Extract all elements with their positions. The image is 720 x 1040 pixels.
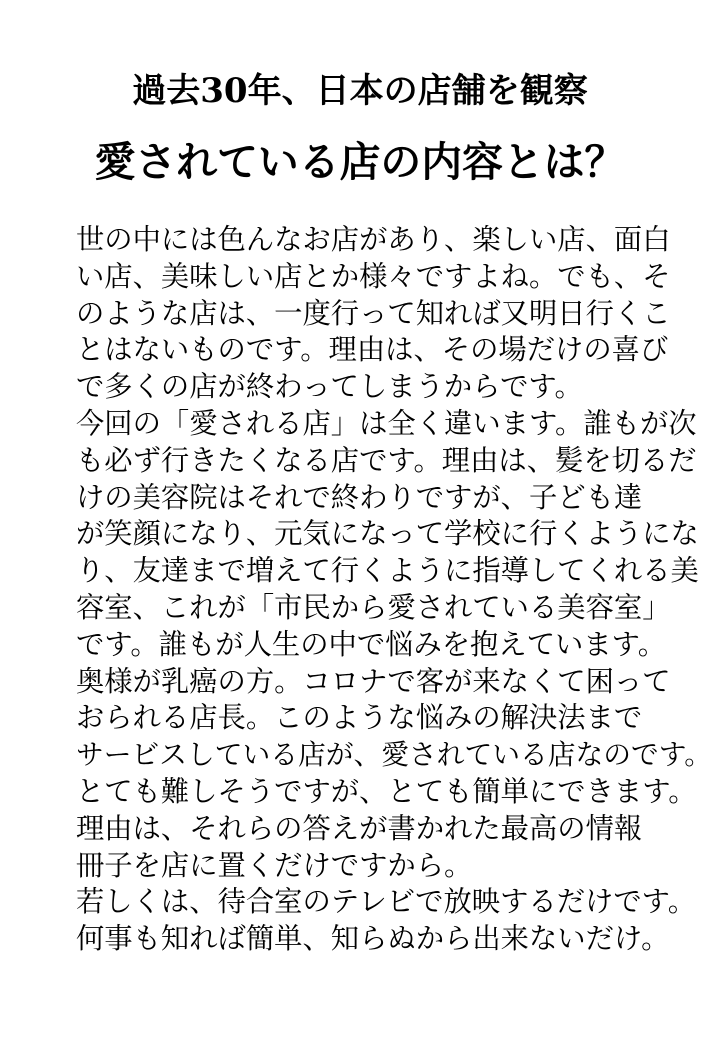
heading-line-1: 過去30年、日本の店舗を観察 — [132, 71, 588, 111]
body-line: 何事も知れば簡単、知らぬから出来ないだけ。 — [76, 922, 670, 956]
body-line: も必ず行きたくなる店です。理由は、髪を切るだ — [76, 443, 697, 477]
body-line: 理由は、それらの答えが書かれた最高の情報 — [76, 811, 643, 845]
body-line: おられる店長。このような悩みの解決法まで — [76, 701, 643, 735]
body-line: 若しくは、待合室のテレビで放映するだけです。 — [76, 885, 697, 919]
body-line: い店、美味しい店とか様々ですよね。でも、そ — [76, 259, 671, 293]
body-line: けの美容院はそれで終わりですが、子ども達 — [76, 480, 643, 514]
body-line: とても難しそうですが、とても簡単にできます。 — [76, 774, 697, 808]
body-line: のような店は、一度行って知れば又明日行くこ — [76, 296, 671, 330]
body-line: とはないものです。理由は、その場だけの喜び — [76, 333, 669, 367]
body-line: で多くの店が終わってしまうからです。 — [76, 370, 583, 404]
body-line: 今回の「愛される店」は全く違います。誰もが次 — [76, 406, 697, 440]
heading-line-2: 愛されている店の内容とは？ — [94, 138, 626, 186]
body-line: です。誰もが人生の中で悩みを抱えています。 — [76, 627, 667, 661]
body-line: 容室、これが「市民から愛されている美容室」 — [76, 590, 671, 624]
body-line: 奥様が乳癌の方。コロナで客が来なくて困って — [76, 664, 671, 698]
body-line: サービスしている店が、愛されている店なのです。 — [76, 738, 713, 772]
body-line: 冊子を店に置くだけですから。 — [76, 848, 473, 882]
body-text — [76, 222, 716, 958]
body-line: 世の中には色んなお店があり、楽しい店、面白 — [76, 223, 671, 256]
body-line: が笑顔になり、元気になって学校に行くようにな — [76, 517, 699, 551]
body-line: り、友達まで増えて行くように指導してくれる美 — [76, 554, 699, 588]
